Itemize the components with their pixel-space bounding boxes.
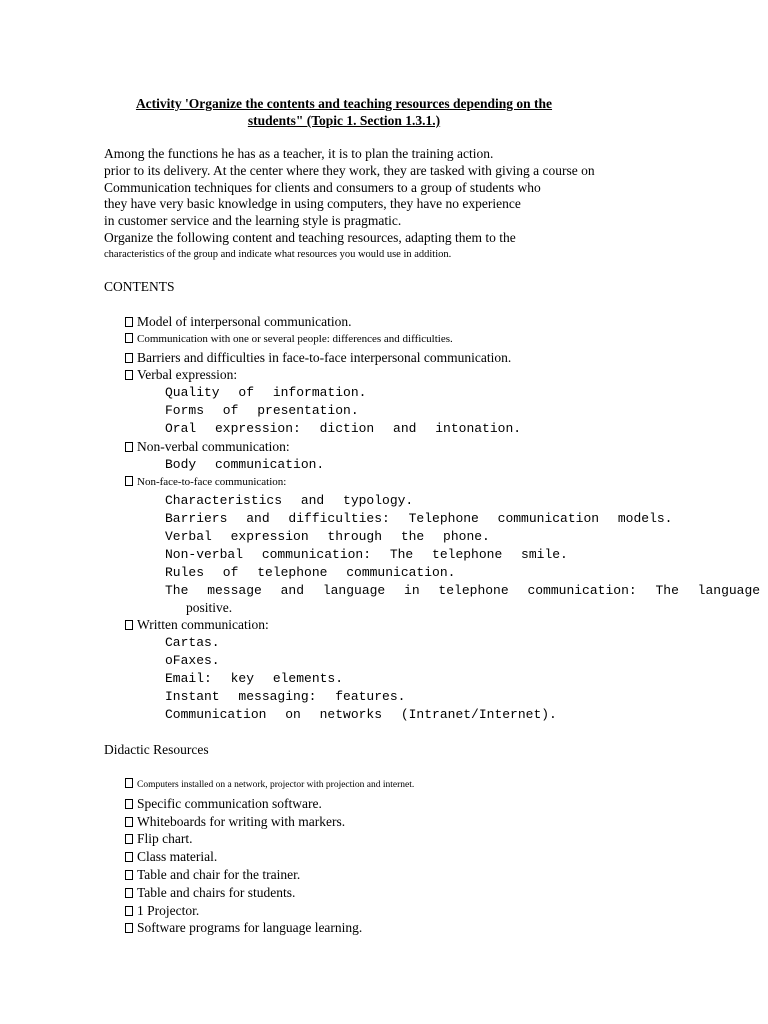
checkbox-glyph-icon — [125, 333, 133, 343]
list-item — [125, 777, 768, 795]
sub-item: Communication on networks (Intranet/Internet). — [165, 706, 557, 722]
checkbox-glyph-icon — [125, 476, 133, 486]
intro-line: characteristics of the group and indicate what resources you would use in addition. — [104, 248, 452, 260]
list-item-label: Specific communication software. — [137, 795, 322, 811]
list-item-label: 1 Projector. — [137, 902, 200, 918]
checkbox-glyph-icon — [125, 852, 133, 862]
sub-item: Forms of presentation. — [165, 403, 359, 419]
resources-heading: Didactic Resources — [104, 742, 209, 757]
title-line-1: Activity 'Organize the contents and teaching resources depending on the — [135, 96, 553, 111]
sub-item: Instant messaging: features. — [165, 688, 406, 704]
list-item — [125, 313, 768, 331]
list-item — [125, 813, 768, 831]
list-item-label: Software programs for language learning. — [137, 920, 363, 936]
list-item-label: Non-verbal communication: — [137, 439, 290, 455]
sub-item: oFaxes. — [165, 652, 220, 668]
intro-line: prior to its delivery. At the center where they work, they are tasked with giving a course on — [104, 162, 595, 178]
sub-item: Characteristics and typology. — [165, 492, 414, 508]
sub-item: Body communication. — [165, 456, 325, 472]
activity-title — [104, 95, 584, 129]
list-item-label: Written communication: — [137, 616, 269, 632]
sub-item: Cartas. — [165, 634, 220, 650]
list-item-label: Computers installed on a network, projector with projection and internet. — [137, 780, 415, 790]
sub-item: The message and language in telephone communication: The language — [165, 582, 761, 598]
list-item — [125, 795, 768, 813]
list-item-label: Flip chart. — [137, 831, 193, 847]
list-item — [125, 366, 768, 384]
list-item — [125, 349, 768, 367]
list-item-label: Model of interpersonal communication. — [137, 314, 352, 329]
sub-item: Non-verbal communication: The telephone smile. — [165, 546, 568, 562]
list-item-label: Non-face-to-face communication: — [137, 475, 287, 488]
intro-line: Communication techniques for clients and consumers to a group of students who — [104, 179, 541, 195]
list-item — [125, 884, 768, 902]
checkbox-glyph-icon — [125, 778, 133, 788]
title-line-2: students" (Topic 1. Section 1.3.1.) — [247, 113, 441, 128]
checkbox-glyph-icon — [125, 888, 133, 898]
list-item — [125, 848, 768, 866]
checkbox-glyph-icon — [125, 353, 133, 363]
checkbox-glyph-icon — [125, 620, 133, 630]
checkbox-glyph-icon — [125, 906, 133, 916]
sub-item: Email: key elements. — [165, 670, 344, 686]
checkbox-glyph-icon — [125, 923, 133, 933]
checkbox-glyph-icon — [125, 799, 133, 809]
sub-item-continuation: positive. — [186, 599, 233, 615]
list-item-label: Communication with one or several people: differences and difficulties. — [137, 332, 453, 345]
intro-paragraph — [104, 146, 724, 263]
list-item — [125, 866, 768, 884]
list-item-label: Whiteboards for writing with markers. — [137, 813, 346, 829]
list-item — [125, 616, 768, 634]
sub-item: Oral expression: diction and intonation. — [165, 421, 522, 437]
list-item — [125, 830, 768, 848]
list-item-label: Verbal expression: — [137, 367, 238, 383]
checkbox-glyph-icon — [125, 834, 133, 844]
list-item — [125, 438, 768, 456]
checkbox-glyph-icon — [125, 870, 133, 880]
intro-line: Organize the following content and teaching resources, adapting them to the — [104, 229, 516, 245]
checkbox-glyph-icon — [125, 370, 133, 380]
intro-line: Among the functions he has as a teacher, it is to plan the training action. — [104, 146, 494, 161]
contents-heading: CONTENTS — [104, 279, 175, 294]
list-item — [125, 331, 768, 349]
sub-item: Barriers and difficulties: Telephone communication models. — [165, 510, 673, 526]
list-item — [125, 902, 768, 920]
list-item-label: Class material. — [137, 849, 218, 865]
intro-line: they have very basic knowledge in using computers, they have no experience — [104, 196, 521, 212]
list-item — [125, 919, 768, 937]
list-item-label: Barriers and difficulties in face-to-face interpersonal communication. — [137, 349, 512, 365]
checkbox-glyph-icon — [125, 442, 133, 452]
resources-list — [125, 777, 768, 937]
contents-list — [125, 313, 768, 724]
list-item-label: Table and chair for the trainer. — [137, 866, 301, 882]
sub-item: Rules of telephone communication. — [165, 564, 456, 580]
list-item — [125, 474, 768, 492]
sub-item: Quality of information. — [165, 385, 367, 401]
sub-item: Verbal expression through the phone. — [165, 528, 490, 544]
list-item-label: Table and chairs for students. — [137, 884, 296, 900]
checkbox-glyph-icon — [125, 317, 133, 327]
checkbox-glyph-icon — [125, 817, 133, 827]
intro-line: in customer service and the learning style is pragmatic. — [104, 213, 402, 229]
